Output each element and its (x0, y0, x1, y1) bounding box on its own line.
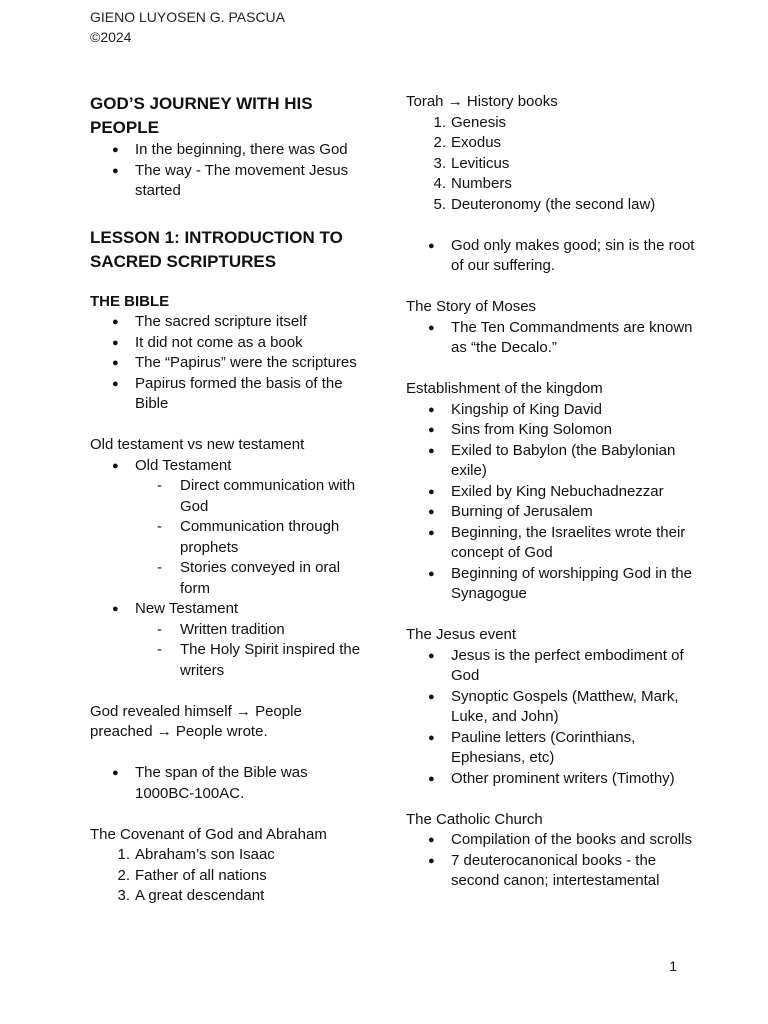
covenant-heading: The Covenant of God and Abraham (90, 825, 327, 843)
jesus-bullets (406, 646, 696, 790)
covenant-list (90, 845, 365, 907)
kingdom-bullets (406, 400, 696, 605)
main-title: GOD’S JOURNEY WITH HIS PEOPLE (90, 94, 313, 137)
revealed-text: God revealed himself → People preached → People wrote. (90, 702, 302, 740)
list-item: ● God only makes good; sin is the root of our suffering. (406, 236, 696, 277)
list-item: Exodus (451, 134, 502, 151)
list-item (90, 599, 365, 681)
list-item: - The Holy Spirit inspired the writers (135, 640, 365, 681)
intro-bullets (90, 140, 365, 202)
list-item: ● Burning of Jerusalem (406, 502, 696, 523)
list-item: ● The way - The movement Jesus started (90, 161, 365, 202)
list-item: ● Pauline letters (Corinthians, Ephesians, etc) (406, 728, 696, 769)
list-item: - Written tradition (135, 620, 365, 641)
list-item: ● The span of the Bible was 1000BC-100AC. (90, 763, 365, 804)
list-item: Deuteronomy (the second law) (451, 195, 656, 213)
list-item: Genesis (451, 113, 507, 131)
list-item: ● The “Papirus” were the scriptures (90, 353, 365, 374)
ot-label: Old Testament (135, 456, 232, 474)
list-item (90, 456, 365, 600)
ot-sublist (135, 476, 365, 599)
list-item: Numbers (451, 175, 512, 192)
span-bullets (90, 763, 365, 804)
document-header (90, 7, 285, 47)
list-item: - Stories conveyed in oral form (135, 558, 365, 599)
nt-sublist (135, 620, 365, 682)
moses-bullets (406, 318, 696, 359)
torah-heading: Torah → History books (406, 93, 558, 110)
bible-heading: THE BIBLE (90, 292, 170, 310)
list-item: ● In the beginning, there was God (90, 140, 365, 161)
list-item: ● The sacred scripture itself (90, 312, 365, 333)
list-item: ● The Ten Commandments are known as “the Decalo.” (406, 318, 696, 359)
kingdom-heading: Establishment of the kingdom (406, 380, 603, 397)
list-item: A great descendant (135, 887, 265, 904)
list-item: - Communication through prophets (135, 517, 365, 558)
right-column (406, 92, 696, 892)
list-item: ● Synoptic Gospels (Matthew, Mark, Luke, and John) (406, 687, 696, 728)
left-column (90, 92, 365, 907)
author-name: GIENO LUYOSEN G. PASCUA (90, 9, 286, 25)
list-item: ● Exiled by King Nebuchadnezzar (406, 482, 696, 503)
list-item: Leviticus (451, 154, 510, 172)
list-item: ● It did not come as a book (90, 333, 365, 354)
list-item: ● Jesus is the perfect embodiment of God (406, 646, 696, 687)
ot-nt-heading: Old testament vs new testament (90, 436, 305, 453)
list-item: ● Sins from King Solomon (406, 420, 696, 441)
church-bullets (406, 830, 696, 892)
list-item: - Direct communication with God (135, 476, 365, 517)
torah-bullets (406, 236, 696, 277)
copyright-text: ©2024 (90, 29, 132, 45)
moses-heading: The Story of Moses (406, 298, 537, 315)
page-number: 1 (669, 958, 677, 974)
list-item: Abraham’s son Isaac (135, 846, 275, 863)
list-item: ● Kingship of King David (406, 400, 696, 421)
list-item: ● Papirus formed the basis of the Bible (90, 374, 365, 415)
list-item: ● Other prominent writers (Timothy) (406, 769, 696, 790)
list-item: ● Exiled to Babylon (the Babylonian exile) (406, 441, 696, 482)
nt-label: New Testament (135, 600, 239, 617)
list-item: ● Beginning of worshipping God in the Synagogue (406, 564, 696, 605)
torah-list (406, 113, 696, 216)
bible-bullets (90, 312, 365, 415)
list-item: ● Compilation of the books and scrolls (406, 830, 696, 851)
jesus-heading: The Jesus event (406, 626, 517, 643)
church-heading: The Catholic Church (406, 810, 543, 828)
list-item: Father of all nations (135, 866, 267, 884)
list-item: ● 7 deuterocanonical books - the second canon; intertestamental (406, 851, 696, 892)
lesson-title: LESSON 1: INTRODUCTION TO SACRED SCRIPTURES (90, 227, 343, 271)
testament-list (90, 456, 365, 682)
list-item: ● Beginning, the Israelites wrote their concept of God (406, 523, 696, 564)
